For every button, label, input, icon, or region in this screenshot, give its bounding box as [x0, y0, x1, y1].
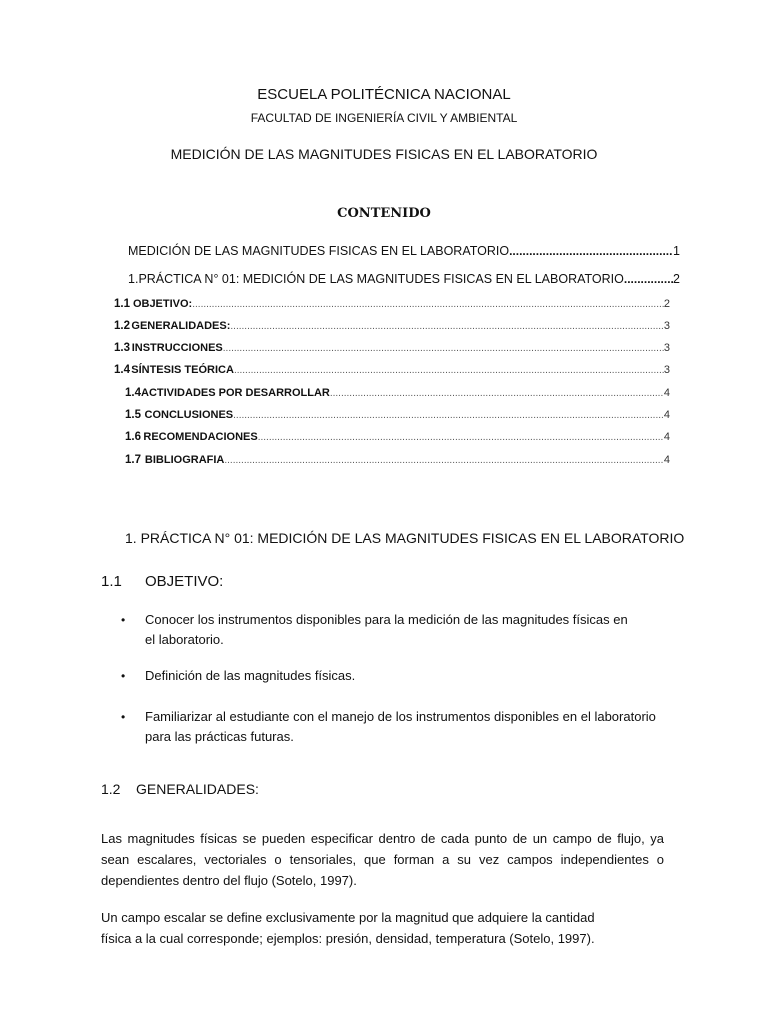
body-paragraph: [101, 828, 664, 891]
toc-entry-generalidades[interactable]: [114, 320, 670, 332]
toc-entry-page: 4: [663, 387, 670, 399]
toc-entry-number: 1.5: [125, 409, 141, 421]
bullet-item: [121, 707, 681, 749]
toc-entry-label: PRÁCTICA N° 01: MEDICIÓN DE LAS MAGNITUDES FISICAS EN EL LABORATORIO: [138, 272, 624, 286]
toc-entry-title[interactable]: [128, 244, 680, 258]
toc-entry-page: 4: [663, 409, 670, 421]
toc-entry-number: 1.6: [125, 431, 141, 443]
toc-entry-page: 3: [663, 364, 670, 376]
toc-entry-label: ACTIVIDADES POR DESARROLLAR: [141, 387, 330, 399]
bullet-item: [121, 666, 681, 688]
toc-entry-number: 1.1: [114, 298, 130, 310]
contents-heading: CONTENIDO: [337, 206, 431, 221]
toc-entry-label: GENERALIDADES:: [131, 320, 231, 332]
toc-leader-dots: [224, 455, 664, 466]
body-paragraph: [101, 907, 664, 949]
toc-leader-dots: [233, 410, 664, 421]
toc-entry-number: 1.7: [125, 454, 141, 466]
toc-entry-bibliografia[interactable]: [125, 454, 670, 466]
toc-entry-label: MEDICIÓN DE LAS MAGNITUDES FISICAS EN EL LABORATORIO: [128, 244, 510, 258]
toc-entry-label: CONCLUSIONES: [144, 409, 234, 421]
toc-entry-label: OBJETIVO:: [132, 298, 193, 310]
toc-leader-dots: [223, 343, 664, 354]
toc-entry-number: 1.4: [114, 364, 130, 376]
toc-entry-label: RECOMENDACIONES: [143, 431, 258, 443]
paragraph-line: sean escalares, vectoriales o tensoriales, que forman a su vez campos independientes o: [101, 852, 664, 867]
bullet-text-line: Familiarizar al estudiante con el manejo de los instrumentos disponibles en el laboratorio: [145, 709, 656, 724]
bullet-dot-icon: •: [121, 669, 126, 683]
toc-entry-page: 3: [663, 342, 670, 354]
bullet-item: [121, 610, 681, 652]
bullet-text-line: para las prácticas futuras.: [145, 729, 294, 744]
bullet-text-line: Definición de las magnitudes físicas.: [145, 668, 356, 683]
toc-entry-actividades[interactable]: [125, 387, 670, 399]
school-name: ESCUELA POLITÉCNICA NACIONAL: [257, 86, 511, 103]
faculty-name: FACULTAD DE INGENIERÍA CIVIL Y AMBIENTAL: [250, 111, 518, 125]
toc-leader-dots: [624, 272, 673, 286]
toc-leader-dots: [192, 299, 664, 310]
toc-entry-sintesis[interactable]: [114, 364, 670, 376]
toc-entry-page: 1: [673, 244, 680, 258]
bullet-text-line: Conocer los instrumentos disponibles para la medición de las magnitudes físicas en: [145, 612, 628, 627]
toc-leader-dots: [234, 365, 664, 376]
bullet-dot-icon: •: [121, 710, 126, 724]
toc-entry-page: 4: [663, 431, 670, 443]
toc-leader-dots: [330, 388, 664, 399]
section-heading-general: GENERALIDADES:: [136, 781, 259, 797]
bullet-dot-icon: •: [121, 613, 126, 627]
toc-leader-dots: [509, 244, 673, 258]
toc-entry-page: 2: [673, 272, 680, 286]
section-heading-objective: OBJETIVO:: [145, 573, 224, 590]
toc-entry-conclusiones[interactable]: [125, 409, 670, 421]
document-title: MEDICIÓN DE LAS MAGNITUDES FISICAS EN EL LABORATORIO: [170, 146, 598, 162]
toc-entry-objetivo[interactable]: [114, 298, 670, 310]
toc-entry-page: 4: [663, 454, 670, 466]
bullet-text-line: el laboratorio.: [145, 632, 224, 647]
toc-leader-dots: [258, 432, 664, 443]
toc-leader-dots: [230, 321, 663, 332]
toc-entry-number: 1.3: [114, 342, 130, 354]
toc-entry-number: 1.4: [125, 387, 141, 399]
section-number-general: 1.2: [101, 781, 121, 797]
toc-entry-number: 1.: [128, 272, 139, 286]
toc-entry-instrucciones[interactable]: [114, 342, 670, 354]
paragraph-line: dependientes dentro del flujo (Sotelo, 1997).: [101, 873, 357, 888]
section-heading-practice: 1. PRÁCTICA N° 01: MEDICIÓN DE LAS MAGNITUDES FISICAS EN EL LABORATORIO: [125, 530, 685, 546]
paragraph-line: Un campo escalar se define exclusivamente por la magnitud que adquiere la cantidad: [101, 910, 595, 925]
paragraph-line: Las magnitudes físicas se pueden especificar dentro de cada punto de un campo de flujo, ya: [101, 831, 664, 846]
section-number-objective: 1.1: [101, 573, 122, 590]
toc-entry-label: INSTRUCCIONES: [131, 342, 223, 354]
toc-entry-practice[interactable]: [128, 272, 680, 286]
toc-entry-recomendaciones[interactable]: [125, 431, 670, 443]
toc-entry-page: 2: [663, 298, 670, 310]
toc-entry-page: 3: [663, 320, 670, 332]
paragraph-line: física a la cual corresponde; ejemplos: presión, densidad, temperatura (Sotelo, 1997).: [101, 931, 595, 946]
toc-entry-label: BIBLIOGRAFIA: [144, 454, 225, 466]
toc-entry-label: SÍNTESIS TEÓRICA: [131, 364, 234, 376]
toc-entry-number: 1.2: [114, 320, 130, 332]
